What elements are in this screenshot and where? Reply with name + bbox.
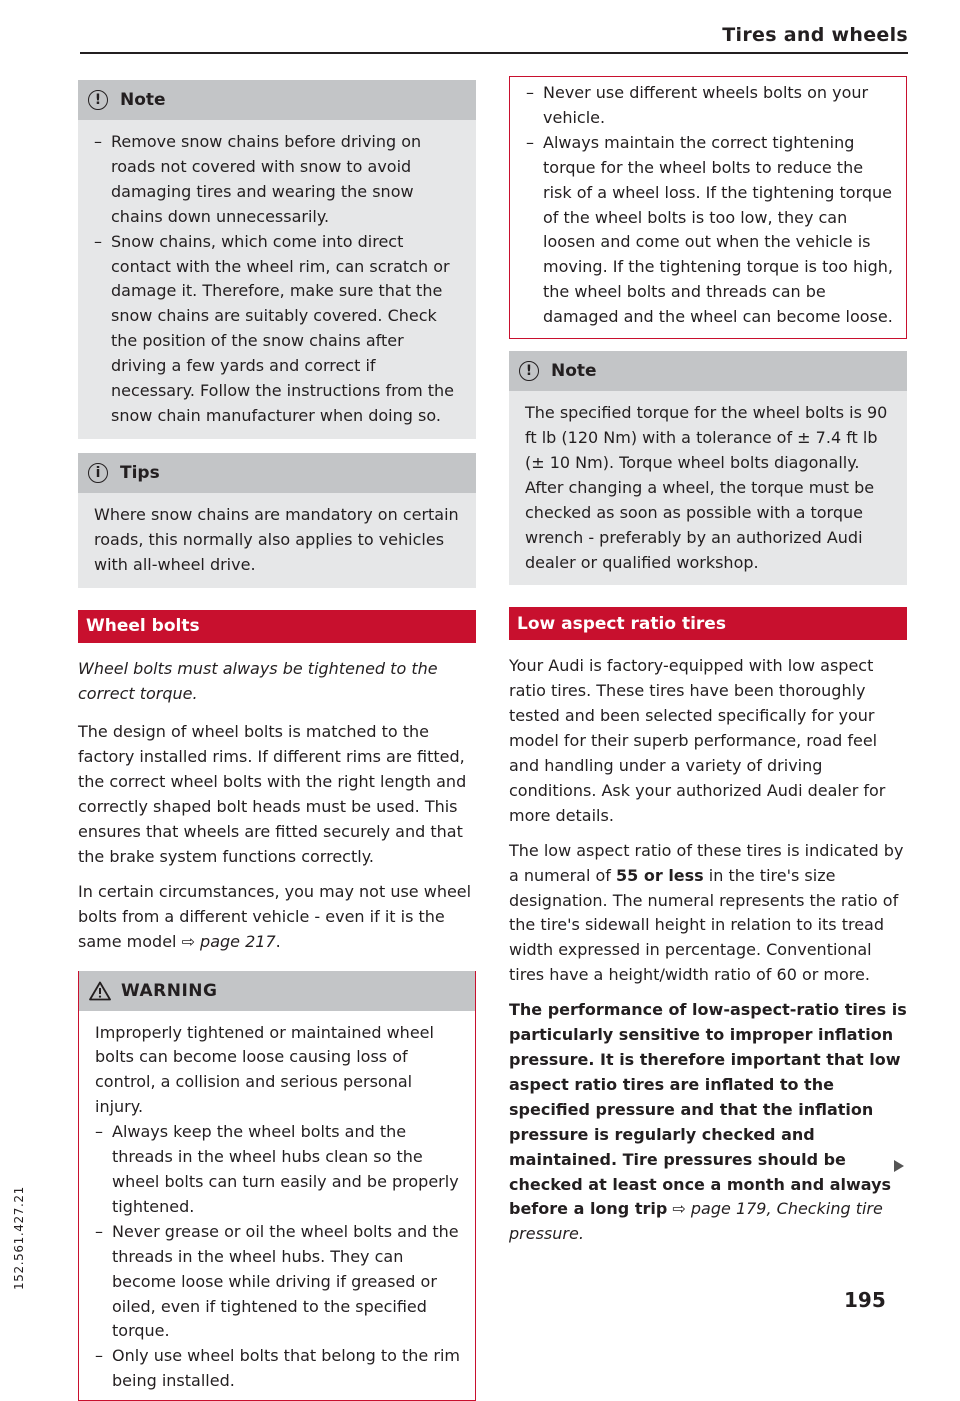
warning-title: WARNING: [121, 980, 218, 1001]
tips-box-body: [78, 493, 476, 588]
note-box-header: [509, 351, 907, 391]
page-reference-link[interactable]: ⇨ page 217: [181, 931, 276, 951]
warning-triangle-icon: [89, 981, 111, 1001]
right-column: [509, 76, 907, 1247]
list-item: – Never use different wheels bolts on your vehicle.: [526, 81, 894, 131]
running-header: Tires and wheels: [722, 24, 908, 46]
tips-box: [78, 453, 476, 588]
warning-box-continued: [509, 76, 907, 339]
warning-text: Improperly tightened or maintained wheel bolts can become loose causing loss of control, a collision and serious personal injury.: [95, 1022, 434, 1117]
emphasis-text: 55 or less: [616, 865, 704, 885]
note-list: [94, 130, 464, 429]
note-box: [78, 80, 476, 439]
tips-box-header: [78, 453, 476, 493]
side-document-code: 152.561.427.21: [12, 1186, 26, 1290]
emphasis-text: The performance of low-aspect-ratio tires is particularly sensitive to improper inflation pressure. It is therefore important that low aspect ratio tires are inflated to the specified pressure and that the inflation pressure is regularly checked and maintained. Tire pressures should be checked at least once a month and always before a long trip: [509, 1000, 907, 1219]
note-title: Note: [551, 361, 597, 382]
paragraph-text: .: [275, 931, 281, 951]
warning-box-header: [79, 971, 475, 1011]
note-text: The specified torque for the wheel bolts is 90 ft lb (120 Nm) with a tolerance of ± 7.4 ft lb (± 10 Nm). Torque wheel bolts diagonally. After changing a wheel, the torque must be checked as soon as possible with a torque wrench - preferably by an authorized Audi dealer or qualified workshop.: [525, 403, 888, 572]
continue-arrow-icon: [894, 1160, 904, 1172]
paragraph-text: In certain circumstances, you may not use wheel bolts from a different vehicle - even if it is the same model: [78, 881, 472, 951]
header-rule: [80, 52, 908, 54]
note-box-header: [78, 80, 476, 120]
info-circle-icon: i: [88, 463, 108, 483]
page-number: 195: [844, 1288, 886, 1312]
section-intro: Wheel bolts must always be tightened to the correct torque.: [78, 658, 438, 703]
section-heading-wheel-bolts: Wheel bolts: [78, 610, 476, 643]
tips-title: Tips: [120, 462, 160, 483]
page-reference-link[interactable]: ⇨ page 179, Checking tire pressure: [509, 1199, 883, 1244]
paragraph: [78, 880, 476, 955]
list-item: – Snow chains, which come into direct contact with the wheel rim, can scratch or damage it. Therefore, make sure that the snow chains are suitably covered. Check the position of the snow chains after driving a few yards and correct if necessary. Follow the instructions from the snow chain manufacturer when doing so.: [94, 230, 464, 429]
left-column: [78, 80, 476, 1401]
paragraph: Your Audi is factory-equipped with low aspect ratio tires. These tires have been thoroughly tested and been selected specifically for your model for their superb performance, road feel and handling under a variety of driving conditions. Ask your authorized Audi dealer for more details.: [509, 656, 886, 825]
list-item: – Remove snow chains before driving on roads not covered with snow to avoid damaging tires and wearing the snow chains down unnecessarily.: [94, 130, 464, 230]
paragraph: [509, 839, 907, 988]
paragraph-text: in the tire's size designation. The numeral represents the ratio of the tire's sidewall height in relation to its tread width expressed in percentage. Conventional tires have a height/width ratio of 60 or more.: [509, 865, 899, 985]
warning-box-body: [79, 1011, 475, 1401]
list-item: – Never grease or oil the wheel bolts and the threads in the wheel hubs. They can become loose while driving if greased or oiled, even if tightened to the specified torque.: [95, 1220, 463, 1345]
note-box-body: [78, 120, 476, 439]
paragraph-text: The low aspect ratio of these tires is indicated by a numeral of: [509, 840, 904, 885]
warning-box: [78, 971, 476, 1401]
note-box: [509, 351, 907, 585]
note-box-body: [509, 391, 907, 585]
exclamation-circle-icon: !: [88, 90, 108, 110]
warning-list: [95, 1120, 463, 1394]
warning-list-continued: [526, 81, 894, 330]
note-title: Note: [120, 90, 166, 110]
list-item: – Only use wheel bolts that belong to the rim being installed.: [95, 1344, 463, 1394]
paragraph: The design of wheel bolts is matched to the factory installed rims. If different rims are fitted, the correct wheel bolts with the right length and correctly shaped bolt heads must be used. This ensures that wheels are fitted securely and that the brake system functions correctly.: [78, 722, 467, 866]
list-item: – Always maintain the correct tightening torque for the wheel bolts to reduce the risk of a wheel loss. If the tightening torque of the wheel bolts is too low, they can loosen and come out when the vehicle is moving. If the tightening torque is too high, the wheel bolts and threads can be damaged and the wheel can become loose.: [526, 131, 894, 330]
paragraph-text: .: [578, 1224, 584, 1244]
section-heading-low-aspect-ratio-tires: Low aspect ratio tires: [509, 607, 907, 640]
exclamation-circle-icon: !: [519, 361, 539, 381]
list-item: – Always keep the wheel bolts and the threads in the wheel hubs clean so the wheel bolts can turn easily and be properly tightened.: [95, 1120, 463, 1220]
tips-text: Where snow chains are mandatory on certain roads, this normally also applies to vehicles with all-wheel drive.: [94, 504, 459, 574]
paragraph: [509, 998, 907, 1247]
